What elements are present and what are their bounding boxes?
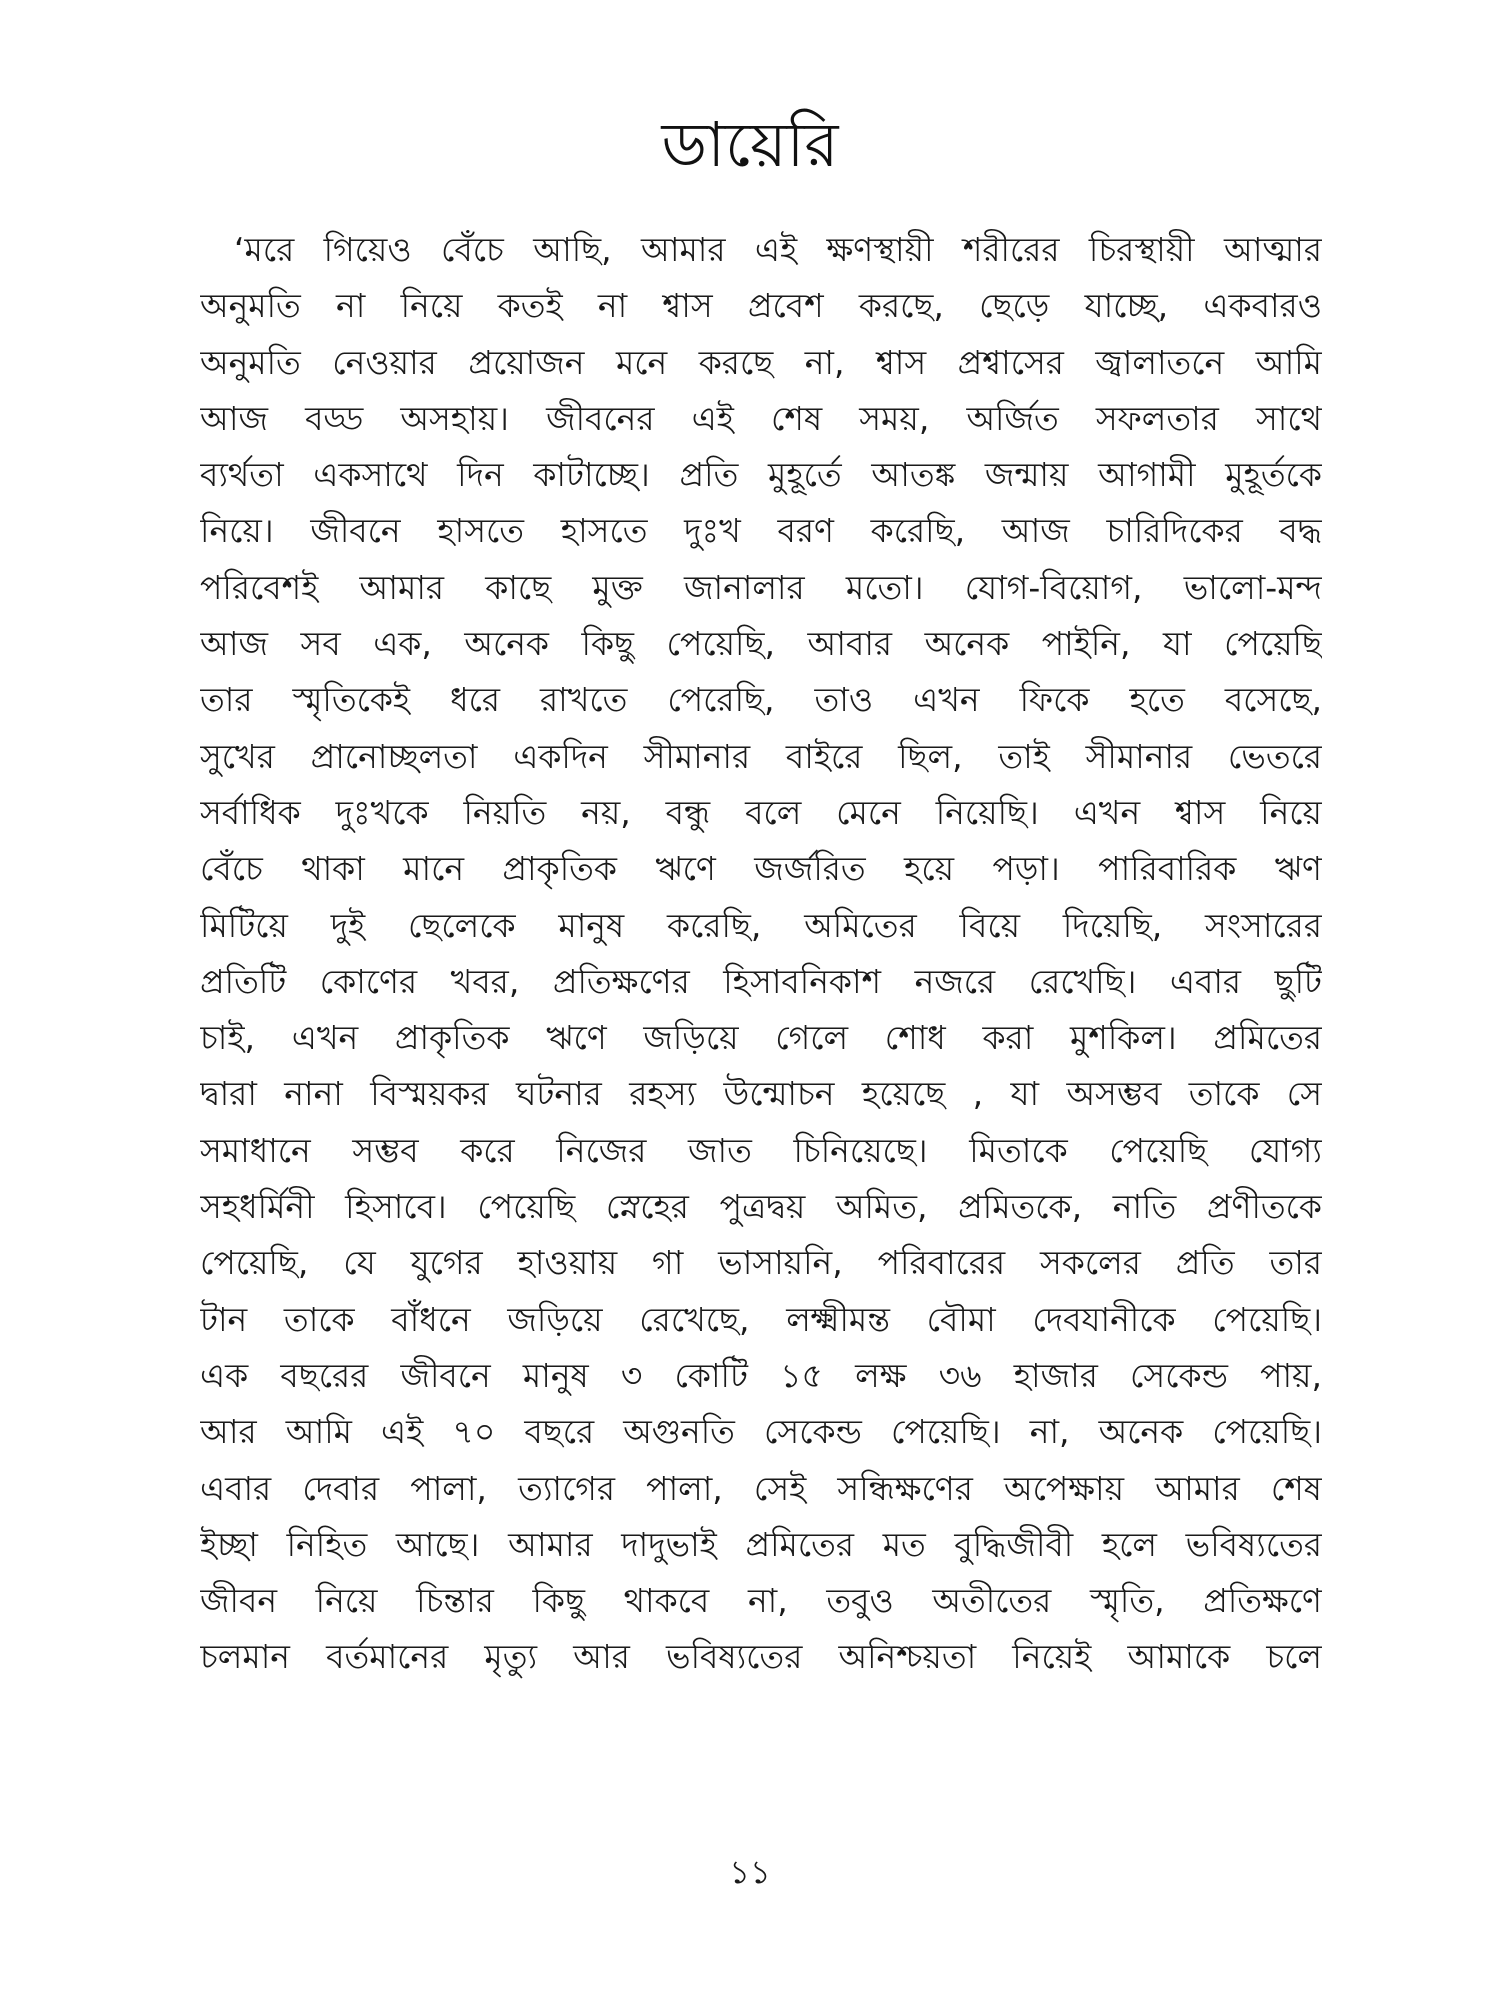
page-title: ডায়েরি (661, 108, 839, 181)
text-line: ব্যর্থতা একসাথে দিন কাটাচ্ছে। প্রতি মুহূর্তে আতঙ্ক জন্মায় আগামী মুহূর্তকে (200, 455, 1322, 495)
text-line: পরিবেশই আমার কাছে মুক্ত জানালার মতো। যোগ-বিয়োগ, ভালো-মন্দ (200, 567, 1322, 607)
text-line: অনুমতি নেওয়ার প্রয়োজন মনে করছে না, শ্বাস প্রশ্বাসের জ্বালাতনে আমি (200, 342, 1322, 382)
text-line: সর্বাধিক দুঃখকে নিয়তি নয়, বন্ধু বলে মেনে নিয়েছি। এখন শ্বাস নিয়ে (200, 792, 1322, 832)
text-line: ‘মরে গিয়েও বেঁচে আছি, আমার এই ক্ষণস্থায়ী শরীরের চিরস্থায়ী আত্মার (234, 230, 1322, 269)
body-paragraph (200, 222, 1322, 1686)
text-line: এক বছরের জীবনে মানুষ ৩ কোটি ১৫ লক্ষ ৩৬ হাজার সেকেন্ড পায়, (200, 1355, 1322, 1395)
text-line: আজ বড্ড অসহায়। জীবনের এই শেষ সময়, অর্জিত সফলতার সাথে (200, 398, 1322, 438)
text-line: সহধর্মিনী হিসাবে। পেয়েছি স্নেহের পুত্রদ্বয় অমিত, প্রমিতকে, নাতি প্রণীতকে (200, 1187, 1322, 1227)
text-line: চলমান বর্তমানের মৃত্যু আর ভবিষ্যতের অনিশ্চয়তা নিয়েই আমাকে চলে (200, 1637, 1322, 1677)
text-line: চাই, এখন প্রাকৃতিক ঋণে জড়িয়ে গেলে শোধ করা মুশকিল। প্রমিতের (200, 1018, 1322, 1058)
text-line: বেঁচে থাকা মানে প্রাকৃতিক ঋণে জর্জরিত হয়ে পড়া। পারিবারিক ঋণ (200, 849, 1322, 889)
text-line: আর আমি এই ৭০ বছরে অগুনতি সেকেন্ড পেয়েছি। না, অনেক পেয়েছি। (200, 1412, 1322, 1452)
text-line: সুখের প্রানোচ্ছলতা একদিন সীমানার বাইরে ছিল, তাই সীমানার ভেতরে (200, 736, 1322, 776)
text-line: দ্বারা নানা বিস্ময়কর ঘটনার রহস্য উন্মোচন হয়েছে , যা অসম্ভব তাকে সে (200, 1074, 1322, 1114)
text-line: প্রতিটি কোণের খবর, প্রতিক্ষণের হিসাবনিকাশ নজরে রেখেছি। এবার ছুটি (200, 961, 1322, 1001)
text-line: পেয়েছি, যে যুগের হাওয়ায় গা ভাসায়নি, পরিবারের সকলের প্রতি তার (200, 1243, 1322, 1283)
text-line: মিটিয়ে দুই ছেলেকে মানুষ করেছি, অমিতের বিয়ে দিয়েছি, সংসারের (200, 905, 1322, 945)
text-line: তার স্মৃতিকেই ধরে রাখতে পেরেছি, তাও এখন ফিকে হতে বসেছে, (200, 680, 1322, 720)
page-number: ১১ (729, 1853, 771, 1891)
text-line: টান তাকে বাঁধনে জড়িয়ে রেখেছে, লক্ষ্মীমন্ত বৌমা দেবযানীকে পেয়েছি। (200, 1299, 1322, 1339)
text-line: নিয়ে। জীবনে হাসতে হাসতে দুঃখ বরণ করেছি, আজ চারিদিকের বদ্ধ (200, 511, 1322, 551)
text-line: এবার দেবার পালা, ত্যাগের পালা, সেই সন্ধিক্ষণের অপেক্ষায় আমার শেষ (200, 1468, 1322, 1508)
text-line: জীবন নিয়ে চিন্তার কিছু থাকবে না, তবুও অতীতের স্মৃতি, প্রতিক্ষণে (200, 1581, 1322, 1621)
text-line: ইচ্ছা নিহিত আছে। আমার দাদুভাই প্রমিতের মত বুদ্ধিজীবী হলে ভবিষ্যতের (200, 1524, 1322, 1564)
text-line: অনুমতি না নিয়ে কতই না শ্বাস প্রবেশ করছে, ছেড়ে যাচ্ছে, একবারও (200, 286, 1322, 326)
text-line: আজ সব এক, অনেক কিছু পেয়েছি, আবার অনেক পাইনি, যা পেয়েছি (200, 624, 1322, 664)
text-line: সমাধানে সম্ভব করে নিজের জাত চিনিয়েছে। মিতাকে পেয়েছি যোগ্য (200, 1130, 1322, 1170)
